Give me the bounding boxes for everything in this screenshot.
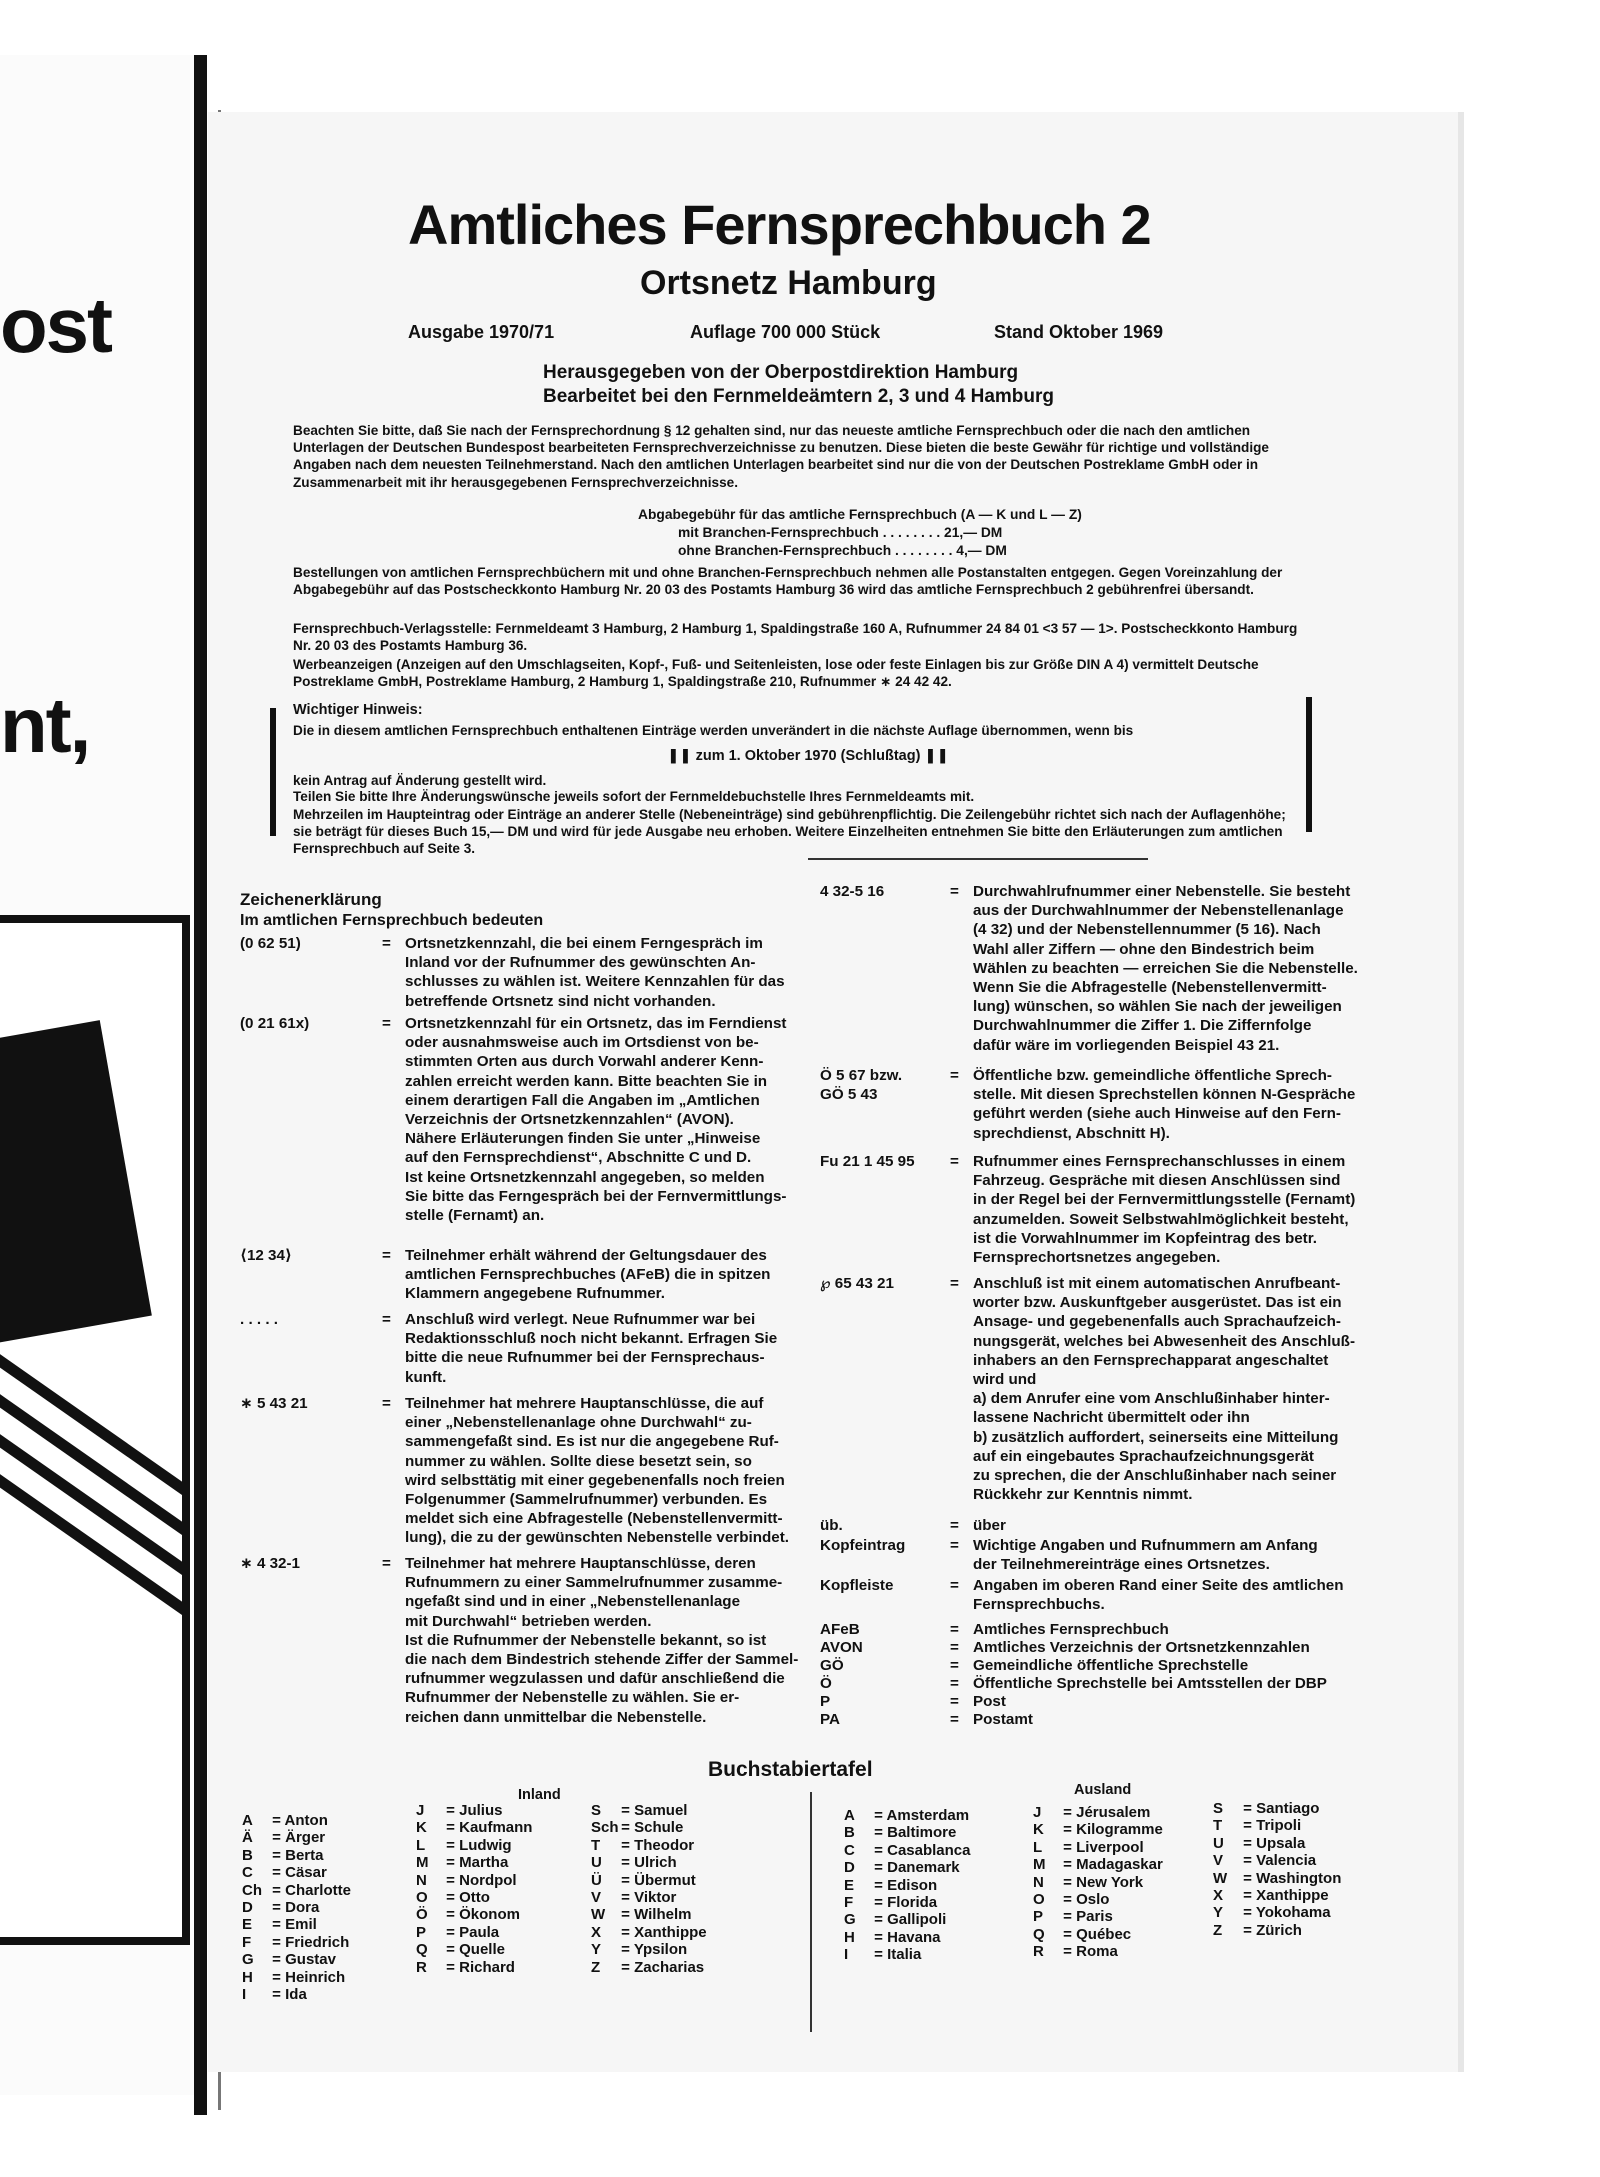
legend-key: üb. bbox=[820, 1517, 843, 1534]
spelling-row: E = Emil bbox=[242, 1916, 317, 1934]
spelling-word: Otto bbox=[459, 1888, 490, 1906]
spelling-row: L = Ludwig bbox=[416, 1836, 512, 1854]
spelling-word: Charlotte bbox=[285, 1881, 351, 1899]
spelling-row: T = Tripoli bbox=[1213, 1817, 1302, 1835]
spelling-letter: A bbox=[242, 1812, 253, 1829]
legend-key: ⟨12 34⟩ bbox=[240, 1247, 292, 1264]
legend-key: . . . . . bbox=[240, 1311, 278, 1328]
spelling-letter: Ch bbox=[242, 1881, 262, 1899]
spelling-row: Ü = Übermut bbox=[591, 1871, 696, 1889]
spelling-letter: M bbox=[416, 1854, 429, 1872]
spelling-row: I = Ida bbox=[242, 1985, 307, 2003]
spelling-row: C = Casablanca bbox=[844, 1841, 971, 1859]
spelling-letter: Y bbox=[1213, 1904, 1224, 1922]
spelling-column bbox=[591, 1802, 707, 1976]
spelling-word: Zacharias bbox=[634, 1958, 705, 1976]
spelling-column bbox=[844, 1807, 971, 1964]
spelling-word: Kaufmann bbox=[459, 1819, 533, 1837]
spelling-letter: Ü bbox=[591, 1871, 602, 1889]
spelling-row: Ch = Charlotte bbox=[242, 1881, 351, 1899]
legend-key: AVON bbox=[820, 1639, 863, 1656]
spelling-row: O = Otto bbox=[416, 1888, 490, 1906]
spelling-row: K = Kaufmann bbox=[416, 1819, 533, 1837]
spelling-row: D = Dora bbox=[242, 1898, 320, 1916]
spelling-row: M = Madagaskar bbox=[1033, 1856, 1163, 1874]
spelling-word: Ulrich bbox=[634, 1854, 677, 1872]
legend-key: Fu 21 1 45 95 bbox=[820, 1153, 915, 1170]
spelling-word: Quelle bbox=[459, 1941, 505, 1959]
spelling-letter: T bbox=[591, 1836, 601, 1854]
legend-key: P bbox=[820, 1693, 831, 1710]
spelling-letter: D bbox=[242, 1898, 253, 1916]
notice-text: Teilen Sie bitte Ihre Änderungswünsche jeweils sofort der Fernmeldebuchstelle Ihres Fernmeldeamts mit. bbox=[293, 789, 975, 804]
notice-deadline: ❚❚ zum 1. Oktober 1970 (Schlußtag) ❚❚ bbox=[667, 748, 949, 764]
spelling-letter: Z bbox=[591, 1958, 601, 1976]
legend-key: (0 62 51) bbox=[240, 935, 301, 952]
spelling-letter: D bbox=[844, 1859, 855, 1877]
spelling-row: G = Gustav bbox=[242, 1951, 336, 1969]
spelling-word: Xanthippe bbox=[1256, 1886, 1329, 1904]
legend-desc: Teilnehmer hat mehrere Hauptanschlüsse, deren Rufnummern zu einer Sammelrufnummer zusamme- ngefaßt sind und in einer „Nebenstellenanlage mit Durchwahl“ betrieben werden. Ist die Rufnummer der Nebenstelle bekannt, so ist die nach dem Bindestrich stehende Ziffer der Sammel- rufnummer wegzulassen und dafür anschließend die Rufnummer der Nebenstelle zu wählen. Sie er- reichen dann unmittelbar die Nebenstelle. bbox=[405, 1555, 799, 1726]
spelling-letter: Q bbox=[1033, 1925, 1045, 1943]
spelling-row: F = Florida bbox=[844, 1893, 938, 1911]
spelling-word: Paris bbox=[1076, 1908, 1113, 1926]
spelling-letter: O bbox=[416, 1888, 428, 1906]
spelling-letter: E bbox=[242, 1916, 253, 1934]
legend-key: Kopfleiste bbox=[820, 1577, 894, 1594]
spelling-row: L = Liverpool bbox=[1033, 1838, 1144, 1856]
intro-paragraph: Beachten Sie bitte, daß Sie nach der Fernsprechordnung § 12 gehalten sind, nur das neueste amtliche Fernsprechbuch oder die nach den amtlichen Unterlagen der Deutschen Bundespost bearbeiteten Fernsprechverzeichnisse zu benutzen. Diese bieten die beste Gewähr für richtige und vollständige Angaben nach dem neuesten Teilnehmerstand. Nach den amtlichen Unterlagen bearbeitet sind nur die von der Deutschen Postreklame GmbH oder in Zusammenarbeit mit ihr herausgegebenen Fernsprechverzeichnisse. bbox=[293, 423, 1269, 490]
spelling-letter: E bbox=[844, 1876, 855, 1894]
spelling-column bbox=[242, 1812, 351, 2003]
spelling-letter: S bbox=[591, 1802, 602, 1819]
spelling-row: Ä = Ärger bbox=[242, 1829, 326, 1847]
spelling-row: W = Wilhelm bbox=[591, 1906, 692, 1924]
left-adjacent-page bbox=[0, 55, 200, 2095]
spelling-row: Q = Quelle bbox=[416, 1941, 505, 1959]
advertising-paragraph: Werbeanzeigen (Anzeigen auf den Umschlagseiten, Kopf-, Fuß- und Seitenleisten, lose oder feste Einlagen bis zur Größe DIN A 4) vermittelt Deutsche Postreklame GmbH, Postreklame Hamburg, 2 Hamburg 1, Spaldingstraße 210, Rufnummer ∗ 24 42 42. bbox=[293, 657, 1259, 690]
legend-intro: Im amtlichen Fernsprechbuch bedeuten bbox=[240, 912, 544, 929]
spelling-word: Friedrich bbox=[285, 1933, 350, 1951]
spelling-word: Liverpool bbox=[1076, 1838, 1144, 1856]
orders-paragraph: Bestellungen von amtlichen Fernsprechbüchern mit und ohne Branchen-Fernsprechbuch nehmen alle Postanstalten entgegen. Gegen Voreinzahlung der Abgabegebühr auf das Postscheckkonto Hamburg Nr. 20 03 des Postamts Hamburg 36 wird das amtliche Fernsprechbuch 2 gebührenfrei übersandt. bbox=[293, 565, 1283, 598]
legend-key: AFeB bbox=[820, 1621, 860, 1638]
spelling-word: Ypsilon bbox=[633, 1941, 688, 1959]
legend-key: Ö bbox=[820, 1675, 832, 1692]
spelling-letter: B bbox=[844, 1824, 855, 1842]
spelling-word: Ludwig bbox=[459, 1836, 512, 1854]
spelling-row: N = Nordpol bbox=[416, 1871, 517, 1889]
legend-key: ℘ 65 43 21 bbox=[820, 1275, 894, 1292]
spelling-word: Washington bbox=[1256, 1869, 1342, 1887]
spelling-letter: J bbox=[416, 1802, 425, 1819]
legend-key: Kopfeintrag bbox=[820, 1537, 906, 1554]
spelling-row: X = Xanthippe bbox=[591, 1923, 707, 1941]
spelling-row: S = Samuel bbox=[591, 1802, 688, 1819]
spelling-letter: P bbox=[416, 1923, 427, 1941]
spelling-word: Samuel bbox=[634, 1802, 688, 1819]
spelling-word: Gustav bbox=[285, 1951, 336, 1969]
spelling-row: Z = Zacharias bbox=[591, 1958, 705, 1976]
spelling-row: A = Anton bbox=[242, 1812, 328, 1829]
fee-heading: Abgabegebühr für das amtliche Fernsprechbuch (A — K und L — Z) bbox=[638, 507, 1082, 522]
spelling-word: Roma bbox=[1076, 1943, 1118, 1961]
legend-desc: Amtliches Fernsprechbuch bbox=[973, 1621, 1169, 1638]
spelling-row: X = Xanthippe bbox=[1213, 1886, 1329, 1904]
spelling-letter: V bbox=[1213, 1852, 1224, 1870]
legend-desc: Rufnummer eines Fernsprechanschlusses in einem Fahrzeug. Gespräche mit diesen Anschlüssen sind in der Regel bei der Fernvermittlungsstelle (Fernamt) anzumelden. Soweit Selbstwahlmöglichkeit besteht, ist die Vorwahlnummer im Kopfeintrag des betr. Fernsprechortsnetzes angegeben. bbox=[973, 1153, 1356, 1267]
publisher-line: Herausgegeben von der Oberpostdirektion Hamburg bbox=[543, 362, 1019, 383]
legend-key: PA bbox=[820, 1711, 840, 1728]
legend-desc: Durchwahlrufnummer einer Nebenstelle. Sie besteht aus der Durchwahlnummer der Nebenstellenanlage (4 32) und der Nebenstellennummer (5 16). Nach Wahl aller Ziffern — ohne den Bindestrich beim Wählen zu beachten — erreichen Sie die Nebenstelle. Wenn Sie die Abfragestelle (Nebenstellenvermitt- lung) wünschen, so wählen Sie nach der jeweiligen Durchwahlnummer die Ziffer 1. Die Ziffernfolge dafür wäre im vorliegenden Beispiel 43 21. bbox=[973, 883, 1358, 1054]
legend-desc: Ortsnetzkennzahl, die bei einem Ferngespräch im Inland vor der Rufnummer des gewünschten An- schlusses zu wählen ist. Weitere Kennzahlen für das betreffende Ortsnetz sind nicht vorhanden. bbox=[405, 935, 785, 1010]
spelling-word: New York bbox=[1076, 1873, 1144, 1891]
spelling-word: Québec bbox=[1076, 1925, 1132, 1943]
spelling-letter: A bbox=[844, 1807, 855, 1824]
spelling-word: Theodor bbox=[634, 1836, 695, 1854]
spelling-row: F = Friedrich bbox=[242, 1933, 350, 1951]
spelling-letter: H bbox=[844, 1928, 855, 1946]
legend-desc: Teilnehmer erhält während der Geltungsdauer des amtlichen Fernsprechbuches (AFeB) die in spitzen Klammern angegebene Rufnummer. bbox=[405, 1247, 771, 1303]
spelling-letter: Sch bbox=[591, 1819, 619, 1837]
legend-desc: Öffentliche bzw. gemeindliche öffentliche Sprech- stelle. Mit diesen Sprechstellen können N-Gespräche geführt werden (siehe auch Hinweise auf den Fern- sprechdienst, Abschnitt H). bbox=[973, 1067, 1356, 1142]
spelling-row: S = Santiago bbox=[1213, 1800, 1320, 1817]
spelling-row: M = Martha bbox=[416, 1854, 509, 1872]
section-divider bbox=[808, 858, 1148, 860]
spelling-word: Julius bbox=[459, 1802, 503, 1819]
status-date-label: Stand Oktober 1969 bbox=[994, 322, 1164, 342]
advert-stripe bbox=[0, 1312, 190, 1505]
spelling-row: H = Havana bbox=[844, 1928, 941, 1946]
spelling-ausland-heading: Ausland bbox=[1074, 1782, 1132, 1798]
spelling-row: R = Roma bbox=[1033, 1943, 1118, 1961]
spelling-letter: G bbox=[844, 1911, 856, 1929]
spelling-word: Italia bbox=[887, 1946, 922, 1964]
spelling-word: Übermut bbox=[634, 1871, 696, 1889]
legend-desc: Post bbox=[973, 1693, 1006, 1710]
spelling-letter: I bbox=[242, 1985, 247, 2003]
left-page-text-fragment-1: ost bbox=[0, 281, 111, 369]
spelling-letter: I bbox=[844, 1946, 849, 1964]
spelling-row: P = Paula bbox=[416, 1923, 500, 1941]
fee-line: mit Branchen-Fernsprechbuch . . . . . . . . 21,— DM bbox=[678, 525, 1003, 540]
spelling-word: Emil bbox=[285, 1916, 317, 1934]
legend-desc: Anschluß ist mit einem automatischen Anrufbeant- worter bzw. Auskunftgeber ausgerüstet. Das ist ein Ansage- und gegebenenfalls auch Sprachaufzeich- nungsgerät, welches bei Abwesenheit des Anschluß- inhabers an den Fernsprechapparat angeschaltet wird und a) dem Anrufer eine vom Anschlußinhaber hinter- lassene Nachricht übermittelt oder ihn b) zusätzlich auffordert, seinerseits eine Mitteilung auf ein eingebautes Sprachaufzeichnungsgerät zu sprechen, die der Anschlußinhaber nach seiner Rückkehr zur Kenntnis nimmt. bbox=[973, 1275, 1356, 1504]
legend-desc: Postamt bbox=[973, 1711, 1033, 1728]
spelling-row: U = Ulrich bbox=[591, 1854, 677, 1872]
notice-margin-bar bbox=[1306, 697, 1312, 832]
spelling-word: Ida bbox=[285, 1985, 307, 2003]
spelling-word: Ökonom bbox=[459, 1906, 520, 1924]
spelling-row: U = Upsala bbox=[1213, 1834, 1306, 1852]
legend-desc: Anschluß wird verlegt. Neue Rufnummer war bei Redaktionsschluß noch nicht bekannt. Erfragen Sie bitte die neue Rufnummer bei der Fernsprechaus- kunft. bbox=[405, 1311, 778, 1386]
legend-key: 4 32-5 16 bbox=[820, 883, 885, 900]
spelling-word: Nordpol bbox=[459, 1871, 517, 1889]
legend-desc: Angaben im oberen Rand einer Seite des amtlichen Fernsprechbuchs. bbox=[973, 1577, 1344, 1614]
spelling-row: A = Amsterdam bbox=[844, 1807, 970, 1824]
spelling-word: Oslo bbox=[1076, 1890, 1110, 1908]
spelling-word: Tripoli bbox=[1256, 1817, 1302, 1835]
spelling-word: Upsala bbox=[1256, 1834, 1306, 1852]
spelling-column bbox=[416, 1802, 532, 1976]
spelling-letter: C bbox=[242, 1864, 253, 1882]
legend-key: (0 21 61x) bbox=[240, 1015, 310, 1032]
notice-text: Mehrzeilen im Haupteintrag oder Einträge an anderer Stelle (Nebeneinträge) sind gebührenpflichtig. Die Zeilengebühr richtet sich nach der Auflagenhöhe; sie beträgt für dieses Buch 15,— DM und wird für jede Ausgabe neu erhoben. Weitere Einzelheiten entnehmen Sie bitte den Erläuterungen zum amtlichen Fernsprechbuch auf Seite 3. bbox=[293, 807, 1286, 857]
spelling-word: Santiago bbox=[1256, 1800, 1320, 1817]
spelling-word: Dora bbox=[285, 1898, 320, 1916]
notice-text: Die in diesem amtlichen Fernsprechbuch enthaltenen Einträge werden unverändert in die nächste Auflage übernommen, wenn bis bbox=[293, 723, 1134, 738]
spelling-word: Valencia bbox=[1256, 1852, 1317, 1870]
spelling-letter: C bbox=[844, 1841, 855, 1859]
spelling-column bbox=[1033, 1804, 1163, 1961]
spelling-word: Schule bbox=[634, 1819, 684, 1837]
spelling-row: Q = Québec bbox=[1033, 1925, 1132, 1943]
legend-desc: Gemeindliche öffentliche Sprechstelle bbox=[973, 1657, 1249, 1674]
spelling-letter: N bbox=[1033, 1873, 1044, 1891]
spelling-row: D = Danemark bbox=[844, 1859, 960, 1877]
spelling-row: G = Gallipoli bbox=[844, 1911, 947, 1929]
spelling-row: Y = Yokohama bbox=[1213, 1904, 1331, 1922]
spelling-letter: J bbox=[1033, 1804, 1042, 1821]
legend-desc: Ortsnetzkennzahl für ein Ortsnetz, das im Ferndienst oder ausnahmsweise auch im Ortsdienst von be- stimmten Orten aus durch Vorwahl anderer Kenn- zahlen erreicht werden kann. Bitte beachten Sie in einem derartigen Fall die Angaben im „Amtlichen Verzeichnis der Ortsnetzkennzahlen“ (AVON). Nähere Erläuterungen finden Sie unter „Hinweise auf den Fernsprechdienst“, Abschnitte C und D. Ist keine Ortsnetzkennzahl angegeben, so melden Sie bitte das Ferngespräch bei der Fernvermittlungs- stelle (Fernamt) an. bbox=[405, 1015, 787, 1225]
publisher-line: Bearbeitet bei den Fernmeldeämtern 2, 3 und 4 Hamburg bbox=[543, 386, 1055, 407]
spelling-letter: T bbox=[1213, 1817, 1223, 1835]
spelling-letter: N bbox=[416, 1871, 427, 1889]
spelling-word: Casablanca bbox=[887, 1841, 971, 1859]
spelling-word: Martha bbox=[459, 1854, 509, 1872]
circulation-label: Auflage 700 000 Stück bbox=[690, 322, 881, 342]
spelling-word: Gallipoli bbox=[887, 1911, 947, 1929]
spelling-row: B = Berta bbox=[242, 1846, 324, 1864]
legend-key: Ö 5 67 bzw. GÖ 5 43 bbox=[820, 1067, 903, 1104]
spelling-row: O = Oslo bbox=[1033, 1890, 1110, 1908]
spelling-row: B = Baltimore bbox=[844, 1824, 957, 1842]
spelling-letter: H bbox=[242, 1968, 253, 1986]
spelling-row: Y = Ypsilon bbox=[591, 1941, 688, 1959]
spelling-row: I = Italia bbox=[844, 1946, 922, 1964]
spelling-letter: F bbox=[242, 1933, 252, 1951]
spelling-word: Amsterdam bbox=[886, 1807, 970, 1824]
spelling-letter: R bbox=[1033, 1943, 1044, 1961]
spelling-letter: U bbox=[591, 1854, 602, 1872]
legend-heading: Zeichenerklärung bbox=[240, 890, 382, 909]
legend-key: ∗ 4 32-1 bbox=[240, 1555, 301, 1572]
spelling-word: Cäsar bbox=[285, 1864, 327, 1882]
spelling-letter: W bbox=[1213, 1869, 1228, 1887]
spelling-word: Ärger bbox=[285, 1829, 326, 1847]
spelling-letter: Q bbox=[416, 1941, 428, 1959]
spelling-row: J = Jérusalem bbox=[1033, 1804, 1151, 1821]
spelling-word: Richard bbox=[459, 1958, 515, 1976]
spelling-inland-heading: Inland bbox=[518, 1787, 561, 1803]
spelling-word: Zürich bbox=[1256, 1921, 1302, 1939]
spelling-word: Xanthippe bbox=[634, 1923, 707, 1941]
spelling-row: N = New York bbox=[1033, 1873, 1144, 1891]
notice-margin-bar bbox=[270, 708, 276, 836]
spelling-letter: Ä bbox=[242, 1829, 253, 1847]
page-title: Amtliches Fernsprechbuch 2 bbox=[408, 193, 1151, 256]
important-notice-heading: Wichtiger Hinweis: bbox=[293, 702, 423, 718]
legend-desc: Teilnehmer hat mehrere Hauptanschlüsse, die auf einer „Nebenstellenanlage ohne Durchwahl“ zu- sammengefaßt sind. Es ist nur die angegebene Ruf- nummer zu wählen. Sollte diese besetzt sein, so wird selbsttätig mit einer gegebenenfalls noch freien Folgenummer (Sammelrufnummer) verbunden. Es meldet sich eine Abfragestelle (Nebenstellenvermitt- lung), die zu der gewünschten Nebenstelle verbindet. bbox=[405, 1395, 789, 1547]
spelling-letter: X bbox=[591, 1923, 602, 1941]
legend-desc: Amtliches Verzeichnis der Ortsnetzkennzahlen bbox=[973, 1639, 1310, 1656]
fee-line: ohne Branchen-Fernsprechbuch . . . . . . . . 4,— DM bbox=[678, 543, 1007, 558]
spelling-word: Heinrich bbox=[285, 1968, 346, 1986]
spelling-word: Baltimore bbox=[887, 1824, 957, 1842]
spelling-word: Florida bbox=[887, 1893, 938, 1911]
left-page-advert-box bbox=[0, 915, 190, 1945]
spelling-table-heading: Buchstabiertafel bbox=[708, 1758, 873, 1781]
spelling-letter: B bbox=[242, 1846, 253, 1864]
advert-black-shape bbox=[0, 1020, 152, 1366]
spelling-letter: Y bbox=[591, 1941, 602, 1959]
spelling-word: Viktor bbox=[634, 1888, 677, 1906]
spelling-letter: Ö bbox=[416, 1906, 428, 1924]
legend-desc: Öffentliche Sprechstelle bei Amtsstellen der DBP bbox=[973, 1675, 1327, 1692]
legend-key: GÖ bbox=[820, 1657, 844, 1674]
spelling-word: Havana bbox=[887, 1928, 941, 1946]
phonebook-front-page: Amtliches Fernsprechbuch 2 Ortsnetz Hamburg Ausgabe 1970/71 Auflage 700 000 Stück Stand Oktober 1969 Herausgegeben von der Oberpostdirektion Hamburg Bearbeitet bei den Fernmeldeämtern 2, 3 und 4 Hamburg Beachten Sie bitte, daß Sie nach der Fernsprechordnung § 12 gehalten sind, nur das neueste amtliche Fernsprechbuch oder die nach den amtlichen Unterlagen der Deutschen Bundespost bearbeiteten Fernsprechverzeichnisse zu benutzen. Diese bieten die beste Gewähr für richtige und vollständige Angaben nach dem neuesten Teilnehmerstand. Nach den amtlichen Unterlagen bearbeitet sind nur die von der Deutschen Postreklame GmbH oder in Zusammenarbeit mit ihr herausgegebenen Fernsprechverzeichnisse. Abgabegebühr für das amtliche Fernsprechbuch (A — K und L — Z) mit Branchen-Fernsprechbuch . . . . . . . . 21,— DM ohne Branchen-Fernsprechbuch . . . . . . . . 4,— DM Bestellungen von amtlichen Fernsprechbüchern mit und ohne Branchen-Fernsprechbuch nehmen alle Postanstalten entgegen. Gegen Voreinzahlung der Abgabegebühr auf das Postscheckkonto Hamburg Nr. 20 03 des Postamts Hamburg 36 wird das amtliche Fernsprechbuch 2 gebührenfrei übersandt. Fernsprechbuch-Verlagsstelle: Fernmeldeamt 3 Hamburg, 2 Hamburg 1, Spaldingstraße 160 A, Rufnummer 24 84 01 <3 57 — 1>. Postscheckkonto Hamburg Nr. 20 03 des Postamts Hamburg 36. Werbeanzeigen (Anzeigen auf den Umschlagseiten, Kopf-, Fuß- und Seitenleisten, lose oder feste Einlagen bis zur Größe DIN A 4) vermittelt Deutsche Postreklame GmbH, Postreklame Hamburg, 2 Hamburg 1, Spaldingstraße 210, Rufnummer ∗ 24 42 42. Wichtiger Hinweis: Die in diesem amtlichen Fernsprechbuch enthaltenen Einträge werden unverändert in die nächste Auflage übernommen, wenn bis ❚❚ zum 1. Oktober 1970 (Schlußtag) ❚❚ kein Antrag auf Änderung gestellt wird. Teilen Sie bitte Ihre Änderungswünsche jeweils sofort der Fernmeldebuchstelle Ihres Fernmeldeamts mit. Mehrzeilen im Haupteintrag oder Einträge an anderer Stelle (Nebeneinträge) sind gebührenpflichtig. Die Zeilengebühr richtet sich nach der Auflagenhöhe; sie beträgt für dieses Buch 15,— DM und wird für jede Ausgabe neu erhoben. Weitere Einzelheiten entnehmen Sie bitte den Erläuterungen zum amtlichen Fernsprechbuch auf Seite 3. Zeichenerklärung Im amtlichen Fernsprechbuch bedeuten (0 62 51) = Ortsnetzkennzahl, die bei einem Ferngespräch im Inland vor der Rufnummer des gewünschten An- schlusses zu wählen ist. Weitere Kennzahlen für das betreffende Ortsnetz sind nicht vorhanden. (0 21 61x) = Ortsnetzkennzahl für ein Ortsnetz, das im Ferndienst oder ausnahmsweise auch im Ortsdienst von be- stimmten Orten aus durch Vorwahl anderer Kenn- zahlen erreicht werden kann. Bitte beachten Sie in einem derartigen Fall die Angaben im „Amtlichen Verzeichnis der Ortsnetzkennzahlen“ (AVON). Nähere Erläuterungen finden Sie unter „Hinweise auf den Fernsprechdienst“, Abschnitte C und D. Ist keine Ortsnetzkennzahl angegeben, so melden Sie bitte das Ferngespräch bei der Fernvermittlungs- stelle (Fernamt) an. ⟨12 34⟩ = Teilnehmer erhält während der Geltungsdauer des amtlichen Fernsprechbuches (AFeB) die in spitzen Klammern angegebene Rufnummer. . . . . . = Anschluß wird verlegt. Neue Rufnummer war bei Redaktionsschluß noch nicht bekannt. Erfragen Sie bitte die neue Rufnummer bei der Fernsprechaus- kunft. ∗ 5 43 21 = Teilnehmer hat mehrere Hauptanschlüsse, die auf einer „Nebenstellenanlage ohne Durchwahl“ zu- sammengefaßt sind. Es ist nur die angegebene Ruf- nummer zu wählen. Sollte diese besetzt sein, so wird selbsttätig mit einer gegebenenfalls noch freien Folgenummer (Sammelrufnummer) verbunden. Es meldet sich eine Abfragestelle (Nebenstellenvermitt- lung), die zu der gewünschten Nebenstelle verbindet. ∗ 4 32-1 = Teilnehmer hat mehrere Hauptanschlüsse, deren Rufnummern zu einer Sammelrufnummer zusamme- ngefaßt sind und in einer „Nebenstellenanlage mit Durchwahl“ betrieben werden. Ist die Rufnummer der Nebenstelle bekannt, so ist die nach dem Bindestrich stehende Ziffer der Sammel- rufnummer wegzulassen und dafür anschließend die Rufnummer der Nebenstelle zu wählen. Sie er- reichen dann unmittelbar die Nebenstelle. 4 32-5 16 = Durchwahlrufnummer einer Nebenstelle. Sie besteht aus der Durchwahlnummer der Nebenstellenanlage (4 32) und der Nebenstellennummer (5 16). Nach Wahl aller Ziffern — ohne den Bindestrich beim Wählen zu beachten — erreichen Sie die Nebenstelle. Wenn Sie die Abfragestelle (Nebenstellenvermitt- lung) wünschen, so wählen Sie nach der jeweiligen Durchwahlnummer die Ziffer 1. Die Ziffernfolge dafür wäre im vorliegenden Beispiel 43 21. Ö 5 67 bzw. GÖ 5 43 = Öffentliche bzw. gemeindliche öffentliche Sprech- stelle. Mit diesen Sprechstellen können N-Gespräche geführt werden (siehe auch Hinweise auf den Fern- sprechdienst, Abschnitt H). Fu 21 1 45 95 = Rufnummer eines Fernsprechanschlusses in einem Fahrzeug. Gespräche mit diesen Anschlüssen sind in der Regel bei der Fernvermittlungsstelle (Fernamt) anzumelden. Soweit Selbstwahlmöglichkeit besteht, ist die Vorwahlnummer im Kopfeintrag des betr. Fernsprechortsnetzes angegeben. ℘ 65 43 21 = Anschluß ist mit einem automatischen Anrufbeant- worter bzw. Auskunftgeber ausgerüstet. Das ist ein Ansage- und gegebenenfalls auch Sprachaufzeich- nungsgerät, welches bei Abwesenheit des Anschluß- inhabers an den Fernsprechapparat angeschaltet wird und a) dem Anrufer eine vom Anschlußinhaber hinter- lassene Nachricht übermittelt oder ihn b) zusätzlich auffordert, seinerseits eine Mitteilung auf ein eingebautes Sprachaufzeichnungsgerät zu sprechen, die der Anschlußinhaber nach seiner Rückkehr zur Kenntnis nimmt. üb. = über Kopfeintrag = Wichtige Angaben und Rufnummern am Anfang der Teilnehmereinträge eines Ortsnetzes. Kopfleiste = Angaben im oberen Rand einer Seite des amtlichen Fernsprechbuchs. AFeB = Amtliches Fernsprechbuch AVON = Amtliches Verzeichnis der Ortsnetzkennzahlen GÖ = Gemeindliche öffentliche Sprechstelle Ö = Öffentliche Sprechstelle bei Amtsstellen der DBP P = Post PA = Postamt Buchstabiertafel Inland Ausland A = Anton Ä = Ärger B = Berta C = Cäsar Ch = Charlotte D = Dora E = Emil F = Friedrich G = Gustav H = Heinrich I = Ida J = Julius K = Kaufmann L = Ludwig M = Martha N = Nordpol O = Otto Ö = Ökonom P = Paula Q = Quelle R = Richard S = Samuel Sch = Schule T = Theodor U = Ulrich Ü = Übermut V = Viktor W = Wilhelm X = Xanthippe Y = Ypsilon Z = Zacharias A = Amsterdam B = Baltimore C = Casablanca D = Danemark E = Edison F = Florida G = Gallipoli H = Havana I = Italia J = Jérusalem K = Kilogramme L = Liverpool M = Madagaskar N = New York O = Oslo P = Paris Q = Québec R = Roma S = Santiago T = Tripoli U = Upsala V = Valencia W = Washington X = Xanthippe Y = Yokohama Z = Zürich bbox=[208, 112, 1458, 2072]
spelling-letter: V bbox=[591, 1888, 602, 1906]
spelling-word: Anton bbox=[284, 1812, 328, 1829]
publisher-office-paragraph: Fernsprechbuch-Verlagsstelle: Fernmeldeamt 3 Hamburg, 2 Hamburg 1, Spaldingstraße 160 A, Rufnummer 24 84 01 <3 57 — 1>. Postscheckkonto Hamburg Nr. 20 03 des Postamts Hamburg 36. bbox=[293, 621, 1298, 654]
spelling-row: Sch = Schule bbox=[591, 1819, 684, 1837]
spelling-row: P = Paris bbox=[1033, 1908, 1113, 1926]
book-fold-line bbox=[194, 55, 207, 2115]
spelling-row: V = Viktor bbox=[591, 1888, 677, 1906]
spelling-column-divider bbox=[810, 1792, 812, 2032]
left-page-text-fragment-2: nt, bbox=[0, 681, 90, 769]
spelling-row: Ö = Ökonom bbox=[416, 1906, 520, 1924]
spelling-column bbox=[1213, 1800, 1341, 1939]
spelling-letter: K bbox=[416, 1819, 427, 1837]
spelling-row: W = Washington bbox=[1213, 1869, 1342, 1887]
page-subtitle: Ortsnetz Hamburg bbox=[640, 264, 937, 302]
edition-label: Ausgabe 1970/71 bbox=[408, 322, 555, 342]
spelling-letter: L bbox=[1033, 1838, 1043, 1856]
spelling-letter: X bbox=[1213, 1886, 1224, 1904]
spelling-letter: O bbox=[1033, 1890, 1045, 1908]
spelling-word: Berta bbox=[285, 1846, 324, 1864]
spelling-letter: S bbox=[1213, 1800, 1224, 1817]
spelling-letter: G bbox=[242, 1951, 254, 1969]
spelling-letter: P bbox=[1033, 1908, 1044, 1926]
spelling-letter: L bbox=[416, 1836, 426, 1854]
spelling-word: Yokohama bbox=[1255, 1904, 1331, 1922]
spelling-word: Paula bbox=[459, 1923, 500, 1941]
spelling-letter: R bbox=[416, 1958, 427, 1976]
spelling-letter: U bbox=[1213, 1834, 1224, 1852]
spelling-row: E = Edison bbox=[844, 1876, 938, 1894]
spelling-word: Wilhelm bbox=[634, 1906, 692, 1924]
spelling-word: Edison bbox=[887, 1876, 938, 1894]
spelling-row: Z = Zürich bbox=[1213, 1921, 1302, 1939]
spelling-word: Kilogramme bbox=[1076, 1821, 1163, 1839]
spelling-row: H = Heinrich bbox=[242, 1968, 346, 1986]
spelling-row: K = Kilogramme bbox=[1033, 1821, 1163, 1839]
spelling-letter: F bbox=[844, 1893, 854, 1911]
spelling-word: Danemark bbox=[887, 1859, 960, 1877]
page-edge-shadow bbox=[1458, 112, 1464, 2072]
legend-key: ∗ 5 43 21 bbox=[240, 1395, 308, 1412]
spelling-letter: M bbox=[1033, 1856, 1046, 1874]
legend-desc: über bbox=[973, 1517, 1006, 1534]
legend-desc: Wichtige Angaben und Rufnummern am Anfang der Teilnehmereinträge eines Ortsnetzes. bbox=[973, 1537, 1318, 1574]
spelling-letter: K bbox=[1033, 1821, 1044, 1839]
spelling-word: Madagaskar bbox=[1076, 1856, 1163, 1874]
notice-text: kein Antrag auf Änderung gestellt wird. bbox=[293, 773, 547, 788]
spelling-letter: W bbox=[591, 1906, 606, 1924]
spelling-row: C = Cäsar bbox=[242, 1864, 327, 1882]
spelling-word: Jérusalem bbox=[1076, 1804, 1151, 1821]
spelling-row: T = Theodor bbox=[591, 1836, 695, 1854]
spelling-row: R = Richard bbox=[416, 1958, 515, 1976]
spelling-letter: Z bbox=[1213, 1921, 1223, 1939]
spelling-row: J = Julius bbox=[416, 1802, 503, 1819]
spelling-row: V = Valencia bbox=[1213, 1852, 1317, 1870]
